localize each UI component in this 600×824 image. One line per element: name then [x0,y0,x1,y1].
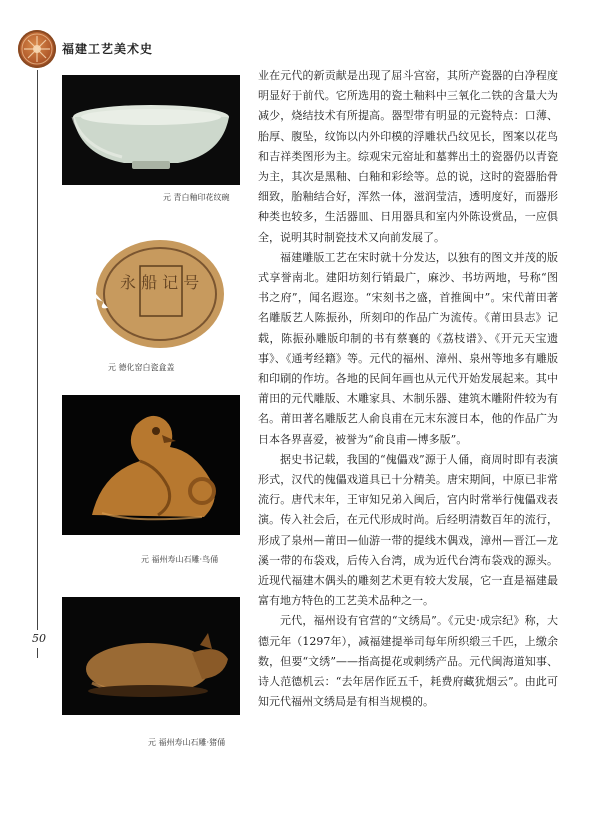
lid-seal-text [120,273,199,292]
header-emblem-icon [18,30,56,68]
margin-rule-tail [37,648,38,658]
header-title: 福建工艺美术史 [62,42,154,56]
page-number: 50 [32,632,46,645]
caption-lid: 元 德化窑白瓷盒盖 [108,363,175,372]
photo-porcelain-lid [82,236,232,354]
paragraph-puppetry: 据史书记载，我国的“傀儡戏”源于人俑，商周时即有表演形式，汉代的傀儡戏道具已十分精美。唐宋期间，中原已非常流行。唐代末年，王审知兄弟入闽后，宫内时常举行傀儡戏表演。传入社会后，在元代形成时尚。后经明清数百年的流行，形成了泉州—莆田—仙游一带的提线木偶戏，漳州—晋江—龙溪一带的布袋戏，后传入台湾，成为近代台湾布袋戏的源头。近现代福建木偶头的雕刻艺术更有较大发展，它一直是福建最富有地方特色的工艺美术品种之一。 [258,452,558,608]
running-header [18,30,318,70]
paragraph-continuation: 业在元代的新贡献是出现了屈斗宫窑，其所产瓷器的白净程度明显好于前代。它所选用的瓷土釉料中三氧化二铁的含量大为减少，烧结技术有所提高。器型带有明显的元瓷特点：口薄、胎厚、腹坠，纹饰以内外印模的浮雕状凸纹见长，图案以花鸟和吉祥类图形为主。综观宋元窑址和墓葬出土的瓷器仍以青瓷为主，其次是黑釉、白釉和彩绘等。总的说，这时的瓷器胎骨细致，胎釉结合好，浑然一体，滋润莹洁，透明度好，而器形种类也较多，生活器皿、日用器具和室内外陈设赏品，一应俱全，说明其时制瓷技术又向前发展了。 [258,69,558,244]
photo-celadon-bowl [62,75,240,185]
paragraph-embroidery: 元代，福州设有官营的“文绣局”。《元史·成宗纪》称，大德元年（1297年），减福建提举司每年所织缎三千匹，上缴余数，但要“文绣”——指高提花或刺绣产品。元代闽海道知事、诗人范德机云：“去年居作匠五千，耗费府藏犹烟云”。由此可知元代福州文绣局是有相当规模的。 [258,614,558,709]
body-text [258,66,558,713]
photo-pig-figurine [62,597,240,715]
caption-bowl: 元 青白釉印花纹碗 [163,193,230,202]
caption-bird: 元 福州寿山石雕·鸟俑 [141,555,219,564]
caption-pig: 元 福州寿山石雕·猪俑 [148,738,226,747]
svg-text:永 船 记 号: 永 船 记 号 [120,273,200,292]
paragraph-printing: 福建雕版工艺在宋时就十分发达，以独有的图文并茂的版式享誉南北。建阳坊刻行销最广，麻沙、书坊两地，号称“图书之府”，闻名遐迩。“宋刻书之盛，首推闽中”。宋代莆田著名雕版艺人陈振孙，所刻印的作品广为流传。《莆田县志》记载，陈振孙雕版印制的书有蔡襄的《荔枝谱》、《开元天宝遗事》、《通考经籍》等。元代的福州、漳州、泉州等地多有雕版和印刷的作坊。各地的民间年画也从元代开始发展起来。其中莆田的元代雕版、木雕家具、木制乐器、建筑木雕附件较为有名。莆田著名雕版艺人俞良甫在元末东渡日本，他的作品广为日本各界喜爱，被誉为“俞良甫—博多版”。 [258,250,558,446]
margin-rule [37,70,38,630]
photo-bird-figurine [62,395,240,535]
